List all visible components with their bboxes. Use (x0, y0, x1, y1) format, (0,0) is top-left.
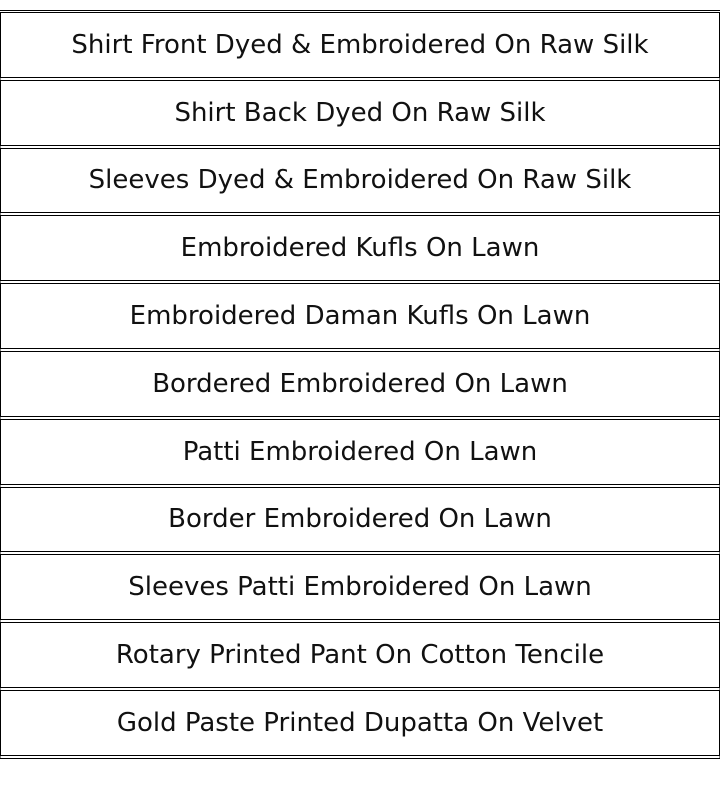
list-item (0, 216, 720, 284)
list-item-label: Border Embroidered On Lawn (168, 504, 552, 535)
list-item (0, 149, 720, 217)
list-item (0, 623, 720, 691)
list-item (0, 420, 720, 488)
list-item (0, 13, 720, 81)
list-item (0, 352, 720, 420)
list-item-label: Embroidered Daman Kufls On Lawn (129, 301, 591, 332)
list-item-label: Sleeves Patti Embroidered On Lawn (128, 572, 592, 603)
list-item-label: Patti Embroidered On Lawn (182, 436, 538, 467)
list-item-label: Shirt Front Dyed & Embroidered On Raw Silk (71, 29, 649, 60)
list-item-label: Rotary Printed Pant On Cotton Tencile (115, 640, 605, 671)
list-item (0, 284, 720, 352)
list-item-label: Embroidered Kufls On Lawn (180, 233, 540, 264)
list-item-label: Gold Paste Printed Dupatta On Velvet (116, 707, 604, 738)
list-item-label: Bordered Embroidered On Lawn (152, 368, 568, 399)
list-item (0, 691, 720, 759)
list-item (0, 488, 720, 556)
list-item (0, 81, 720, 149)
list-item-label: Sleeves Dyed & Embroidered On Raw Silk (88, 165, 632, 196)
list-item-label: Shirt Back Dyed On Raw Silk (174, 97, 546, 128)
product-details-list (0, 10, 720, 759)
list-item (0, 555, 720, 623)
